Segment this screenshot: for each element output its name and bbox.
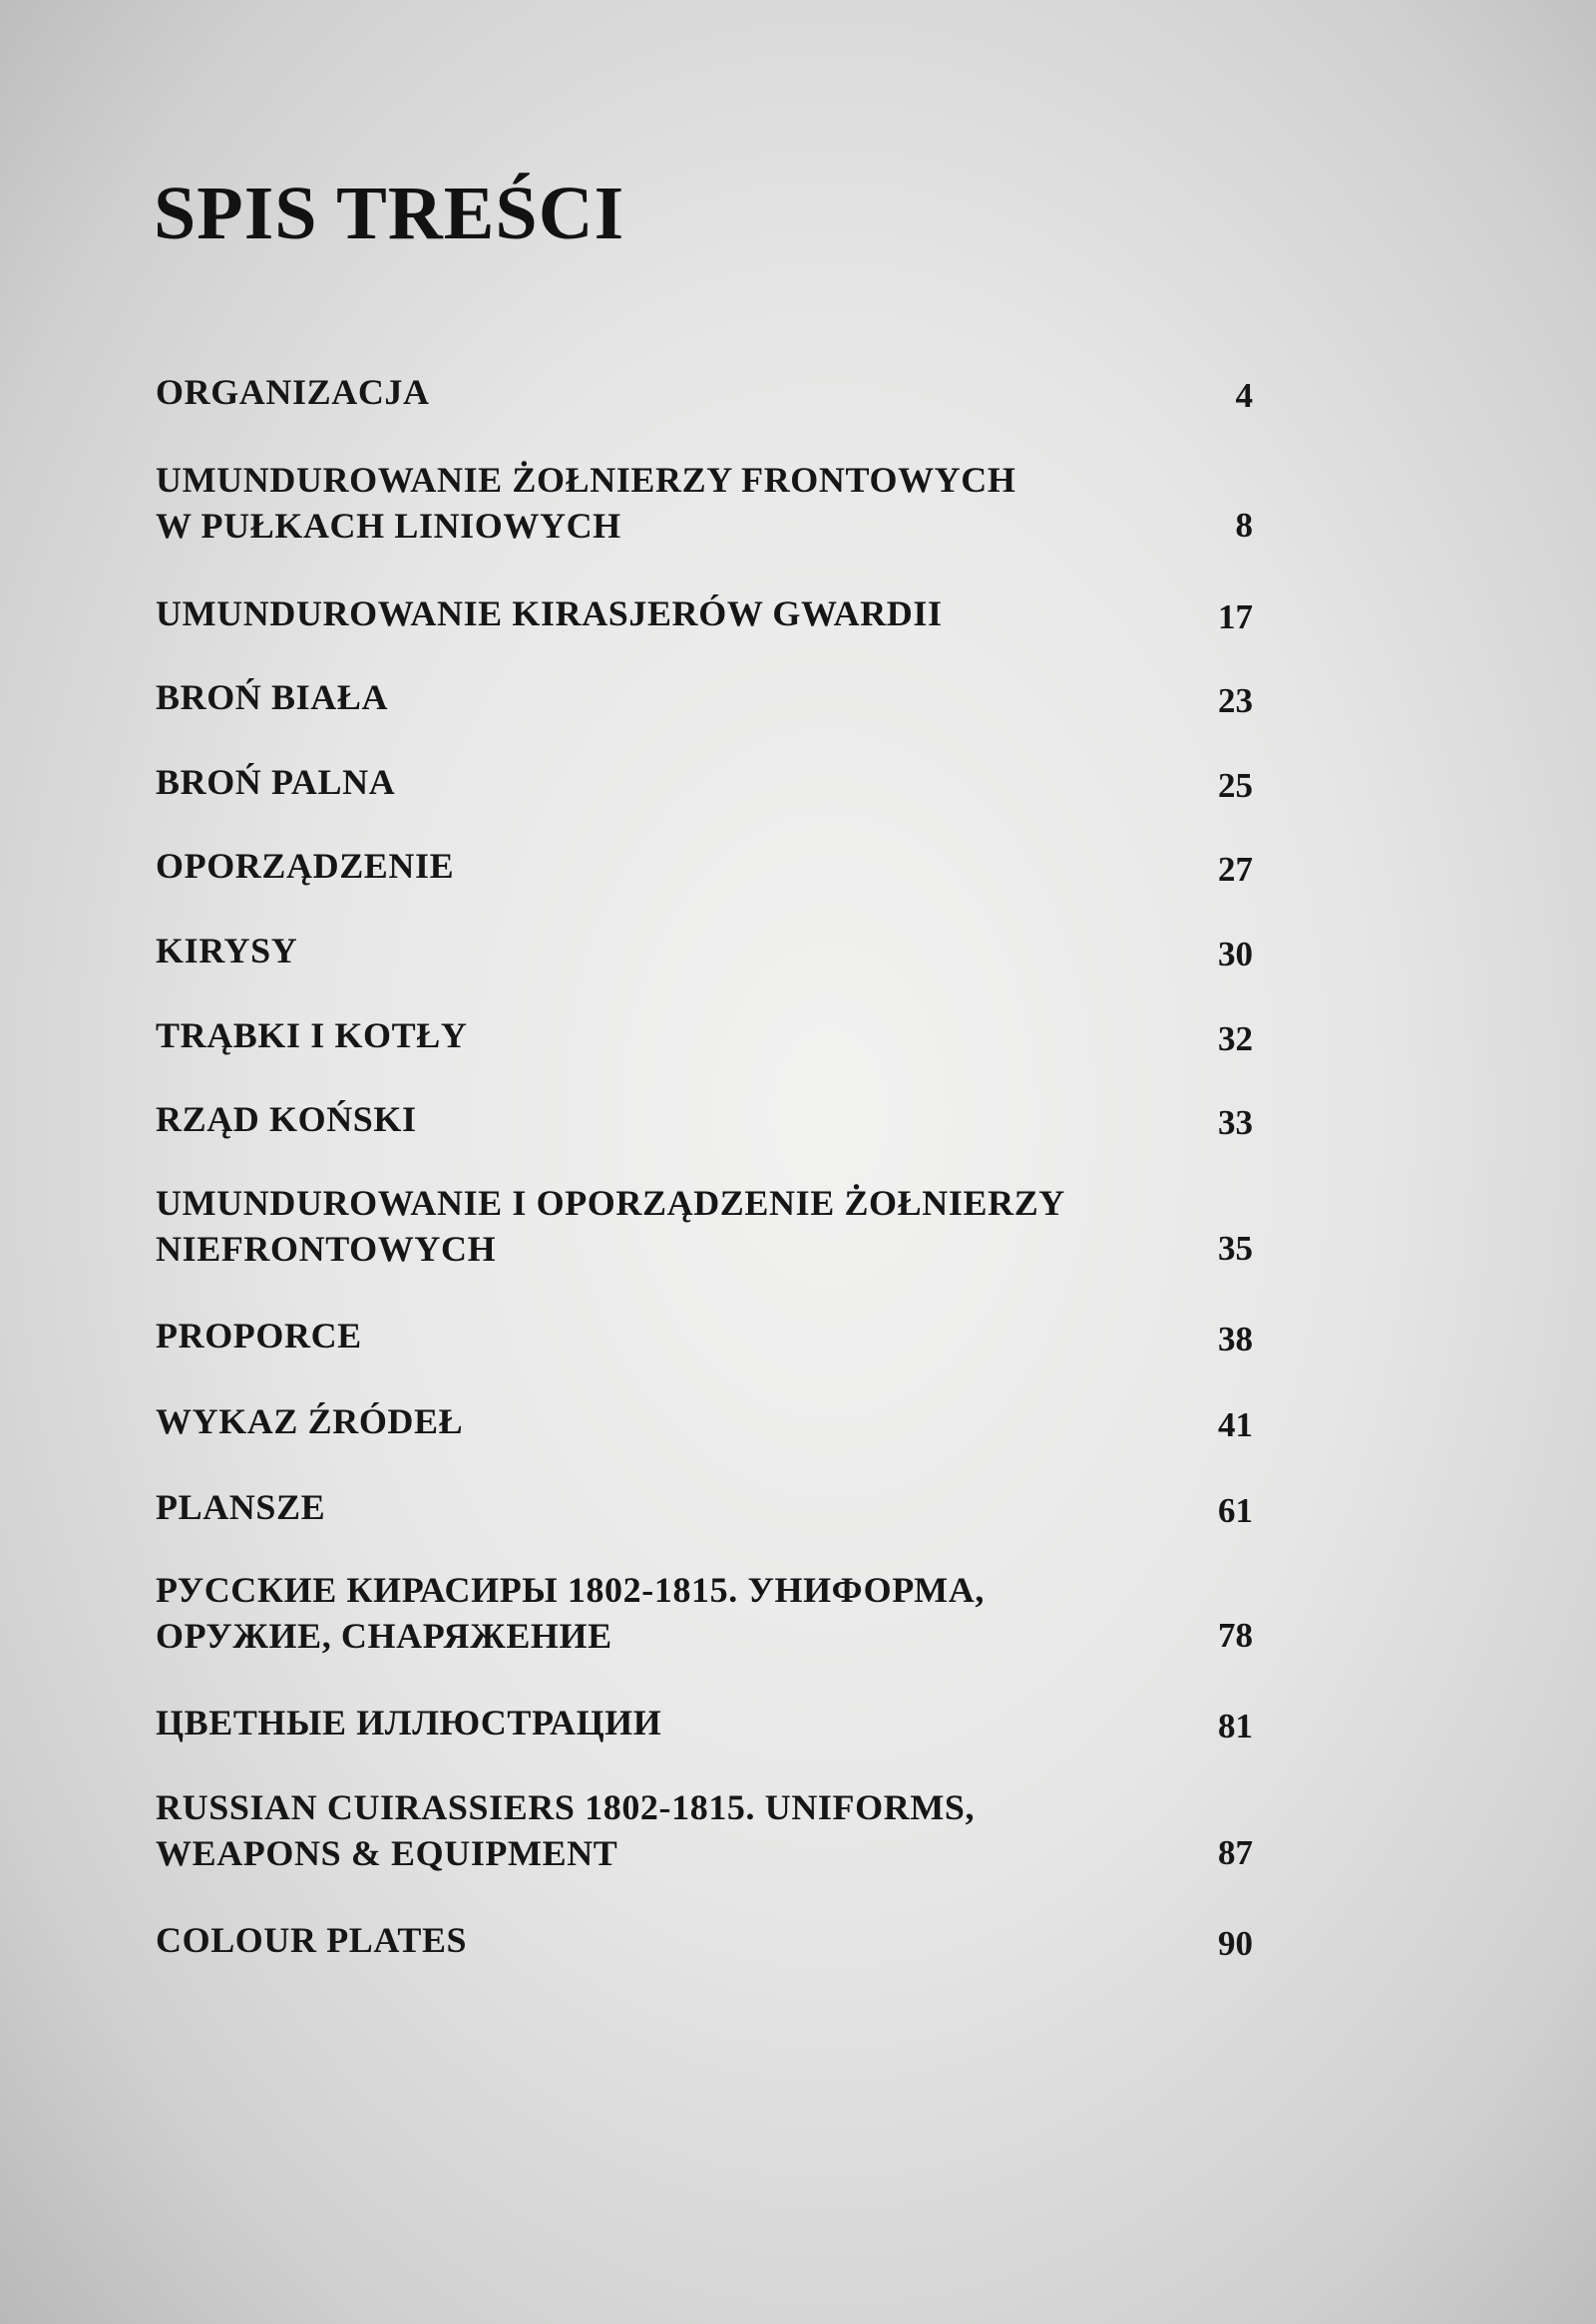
- toc-entry: [156, 1398, 1253, 1488]
- toc-entry-page: 27: [1218, 850, 1253, 889]
- toc-entry: [156, 1917, 1253, 2007]
- toc-entry-title: RUSSIAN CUIRASSIERS 1802-1815. UNIFORMS, WEAPONS & EQUIPMENT: [156, 1787, 976, 1873]
- toc-entry: [156, 1784, 1253, 1874]
- toc-entry-page: 23: [1218, 681, 1253, 720]
- toc-entry-page: 81: [1218, 1707, 1253, 1745]
- toc-entry: [156, 1096, 1253, 1186]
- toc-entry-title: WYKAZ ŹRÓDEŁ: [156, 1401, 464, 1441]
- toc-entry-title: KIRYSY: [156, 931, 298, 970]
- toc-entry-title: UMUNDUROWANIE KIRASJERÓW GWARDII: [156, 593, 943, 633]
- toc-entry: [156, 1012, 1253, 1102]
- toc-entry: [156, 1180, 1253, 1270]
- toc-entry-title: BROŃ BIAŁA: [156, 677, 389, 717]
- toc-entry: [156, 1484, 1253, 1574]
- toc-entry-title: PLANSZE: [156, 1487, 326, 1527]
- toc-entry: [156, 928, 1253, 1017]
- toc-entry: [156, 674, 1253, 764]
- toc-entry: [156, 590, 1253, 680]
- toc-entry-page: 30: [1218, 935, 1253, 973]
- toc-entry: [156, 369, 1253, 459]
- toc-entry: [156, 1567, 1253, 1657]
- toc-entry-page: 4: [1235, 376, 1253, 415]
- toc-entry-page: 33: [1218, 1103, 1253, 1142]
- toc-entry-title: UMUNDUROWANIE I OPORZĄDZENIE ŻOŁNIERZY NIEFRONTOWYCH: [156, 1183, 1065, 1269]
- toc-entry-page: 25: [1218, 766, 1253, 805]
- page-title: SPIS TREŚCI: [154, 172, 625, 255]
- toc-entry: [156, 843, 1253, 933]
- toc-entry-title: ORGANIZACJA: [156, 372, 430, 412]
- toc-entry-title: RZĄD KOŃSKI: [156, 1099, 417, 1139]
- toc-entry-page: 17: [1218, 597, 1253, 636]
- toc-entry-title: COLOUR PLATES: [156, 1920, 468, 1960]
- toc-entry: [156, 1700, 1253, 1789]
- toc-entry-page: 87: [1218, 1833, 1253, 1872]
- toc-entry: [156, 759, 1253, 849]
- toc-entry-title: OPORZĄDZENIE: [156, 846, 455, 886]
- toc-entry-page: 61: [1218, 1491, 1253, 1530]
- toc-entry-page: 32: [1218, 1019, 1253, 1058]
- toc-entry-page: 35: [1218, 1229, 1253, 1268]
- toc-entry: [156, 1313, 1253, 1402]
- toc-entry-title: PROPORCE: [156, 1316, 362, 1356]
- toc-entry-title: BROŃ PALNA: [156, 762, 396, 802]
- toc-entry: [156, 457, 1253, 547]
- toc-entry-title: TRĄBKI I KOTŁY: [156, 1015, 468, 1055]
- toc-entry-page: 38: [1218, 1320, 1253, 1358]
- toc-entry-page: 8: [1235, 506, 1253, 545]
- toc-entry-page: 41: [1218, 1405, 1253, 1444]
- toc-entry-title: UMUNDUROWANIE ŻOŁNIERZY FRONTOWYCH W PUŁKACH LINIOWYCH: [156, 460, 1016, 546]
- toc-entry-title: ЦВЕТНЫЕ ИЛЛЮСТРАЦИИ: [156, 1703, 662, 1743]
- toc-entry-title: РУССКИЕ КИРАСИРЫ 1802-1815. УНИФОРМА, ОРУЖИЕ, СНАРЯЖЕНИЕ: [156, 1570, 985, 1656]
- toc-entry-page: 78: [1218, 1616, 1253, 1655]
- toc-entry-page: 90: [1218, 1924, 1253, 1963]
